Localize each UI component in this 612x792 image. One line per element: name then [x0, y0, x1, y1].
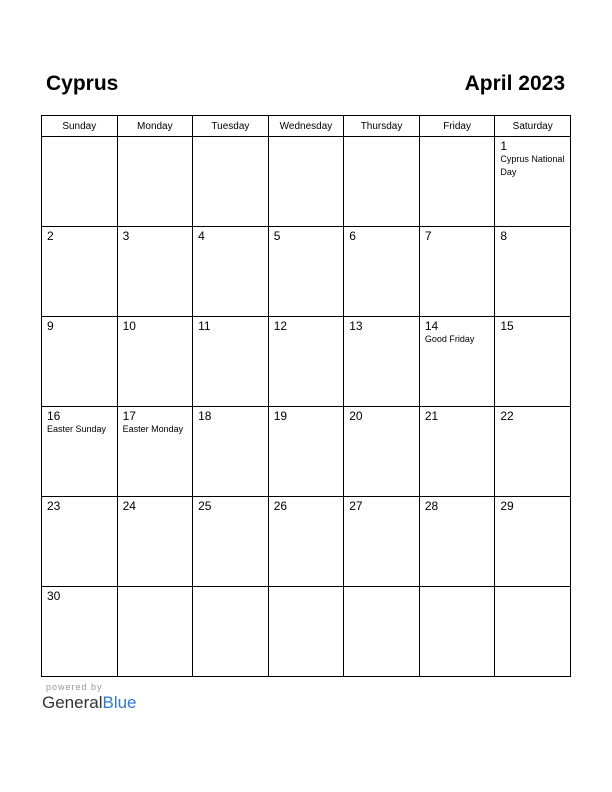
day-cell — [344, 317, 420, 407]
day-cell — [419, 317, 495, 407]
weekday-header: Monday — [117, 116, 193, 137]
day-cell — [193, 317, 269, 407]
day-cell — [419, 407, 495, 497]
day-cell — [42, 227, 118, 317]
holiday-label: Cyprus National Day — [500, 154, 565, 177]
day-number: 11 — [198, 319, 211, 333]
calendar-grid — [41, 115, 571, 677]
day-number: 5 — [273, 229, 281, 243]
week-row — [42, 407, 571, 497]
day-number: 28 — [424, 499, 439, 513]
day-number: 18 — [198, 409, 212, 423]
day-number: 30 — [47, 589, 61, 603]
day-cell — [117, 137, 193, 227]
day-number: 7 — [424, 229, 432, 243]
day-number: 9 — [47, 319, 54, 333]
day-number: 19 — [273, 409, 288, 423]
day-number: 14 — [424, 319, 439, 333]
day-number: 8 — [500, 229, 508, 243]
day-cell — [117, 497, 193, 587]
day-number: 22 — [500, 409, 514, 423]
day-number: 13 — [349, 319, 363, 333]
day-number: 3 — [122, 229, 130, 243]
day-cell — [117, 227, 193, 317]
day-cell — [42, 317, 118, 407]
day-number: 25 — [198, 499, 212, 513]
day-number: 26 — [273, 499, 288, 513]
day-number: 4 — [198, 229, 205, 243]
day-cell — [495, 317, 571, 407]
week-row — [42, 137, 571, 227]
day-cell — [344, 137, 420, 227]
day-cell — [117, 317, 193, 407]
day-cell — [268, 317, 344, 407]
day-cell — [344, 497, 420, 587]
day-number: 27 — [349, 499, 363, 513]
day-cell — [193, 497, 269, 587]
day-cell — [419, 227, 495, 317]
weekday-header-row — [42, 116, 571, 137]
day-cell — [193, 137, 269, 227]
day-cell — [268, 587, 344, 677]
day-number: 17 — [122, 409, 136, 423]
day-number: 10 — [122, 319, 136, 333]
day-number: 23 — [47, 499, 61, 513]
day-cell — [268, 407, 344, 497]
day-number: 12 — [273, 319, 288, 333]
day-number: 29 — [500, 499, 514, 513]
powered-by-label: powered by — [46, 682, 103, 692]
day-cell — [344, 407, 420, 497]
day-cell — [495, 407, 571, 497]
day-number: 20 — [349, 409, 363, 423]
brand-logo — [42, 693, 137, 713]
day-cell — [495, 587, 571, 677]
day-cell — [419, 497, 495, 587]
weekday-header: Friday — [419, 116, 495, 137]
day-cell — [268, 227, 344, 317]
day-number: 24 — [122, 499, 136, 513]
week-row — [42, 317, 571, 407]
day-cell — [495, 137, 571, 227]
weekday-header: Sunday — [42, 116, 118, 137]
day-cell — [42, 137, 118, 227]
brand-name-general: General — [42, 693, 103, 712]
day-number: 21 — [424, 409, 439, 423]
holiday-label: Good Friday — [424, 334, 475, 344]
weekday-header: Thursday — [344, 116, 420, 137]
day-cell — [268, 137, 344, 227]
holiday-label: Easter Sunday — [47, 424, 107, 434]
day-number: 6 — [349, 229, 356, 243]
day-cell — [42, 587, 118, 677]
weekday-header: Saturday — [495, 116, 571, 137]
holiday-label: Easter Monday — [122, 424, 184, 434]
day-cell — [117, 587, 193, 677]
day-cell — [495, 497, 571, 587]
day-cell — [495, 227, 571, 317]
day-cell — [42, 497, 118, 587]
day-cell — [117, 407, 193, 497]
day-cell — [344, 227, 420, 317]
weekday-header: Wednesday — [268, 116, 344, 137]
month-year-title: April 2023 — [464, 72, 565, 95]
day-number: 1 — [500, 139, 508, 153]
day-cell — [42, 407, 118, 497]
country-title: Cyprus — [46, 72, 119, 95]
brand-name-blue: Blue — [102, 693, 137, 712]
day-cell — [268, 497, 344, 587]
weekday-header: Tuesday — [193, 116, 269, 137]
day-cell — [419, 137, 495, 227]
week-row — [42, 227, 571, 317]
week-row — [42, 497, 571, 587]
day-number: 2 — [47, 229, 54, 243]
day-cell — [193, 587, 269, 677]
day-number: 15 — [500, 319, 514, 333]
day-cell — [419, 587, 495, 677]
day-cell — [193, 407, 269, 497]
week-row — [42, 587, 571, 677]
day-number: 16 — [47, 409, 61, 423]
day-cell — [344, 587, 420, 677]
day-cell — [193, 227, 269, 317]
